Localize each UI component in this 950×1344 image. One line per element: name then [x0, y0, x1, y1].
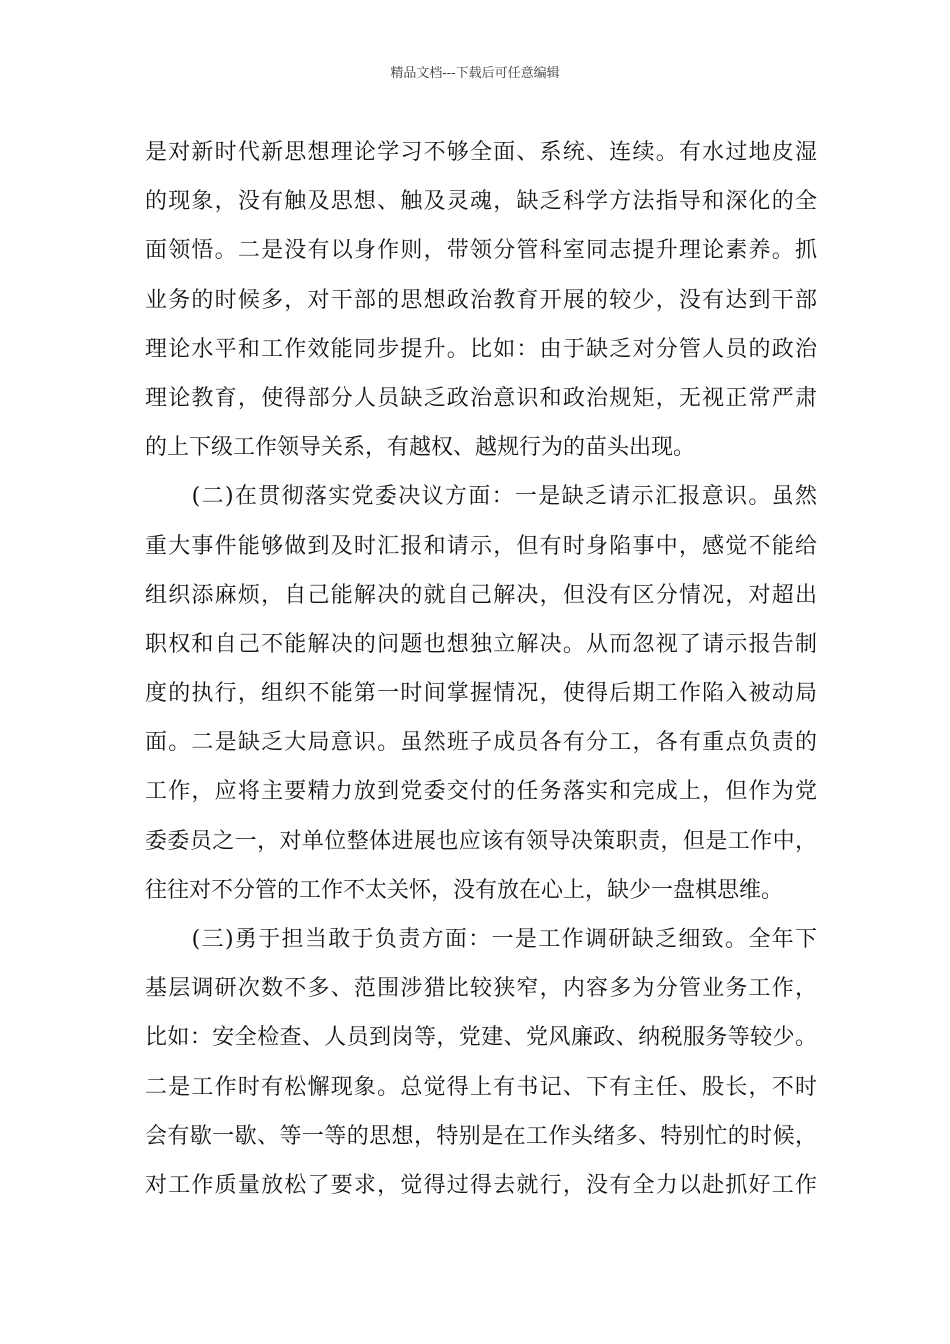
text-line: 职权和自己不能解决的问题也想独立解决。从而忽视了请示报告制 [145, 631, 817, 657]
text-line: 往往对不分管的工作不太关怀，没有放在心上，缺少一盘棋思维。 [145, 877, 784, 903]
text-line: 委委员之一，对单位整体进展也应该有领导决策职责，但是工作中， [145, 828, 817, 854]
text-line: 业务的时候多，对干部的思想政治教育开展的较少，没有达到干部 [145, 287, 817, 313]
text-line: 理论水平和工作效能同步提升。比如：由于缺乏对分管人员的政治 [145, 336, 817, 362]
text-line: 比如：安全检查、人员到岗等，党建、党风廉政、纳税服务等较少。 [145, 1025, 817, 1051]
text-line: 基层调研次数不多、范围涉猎比较狭窄，内容多为分管业务工作， [145, 976, 817, 1002]
text-line: 重大事件能够做到及时汇报和请示，但有时身陷事中，感觉不能给 [145, 533, 817, 559]
text-line: 面。二是缺乏大局意识。虽然班子成员各有分工，各有重点负责的 [145, 730, 817, 756]
text-line: 会有歇一歇、等一等的思想，特别是在工作头绪多、特别忙的时候， [145, 1123, 817, 1149]
text-line: 的现象，没有触及思想、触及灵魂，缺乏科学方法指导和深化的全 [145, 189, 817, 215]
text-line: 的上下级工作领导关系，有越权、越规行为的苗头出现。 [145, 435, 696, 461]
text-line: 理论教育，使得部分人员缺乏政治意识和政治规矩，无视正常严肃 [145, 385, 817, 411]
text-line: (二)在贯彻落实党委决议方面：一是缺乏请示汇报意识。虽然 [145, 484, 817, 510]
text-line: 对工作质量放松了要求，觉得过得去就行，没有全力以赴抓好工作 [145, 1172, 817, 1198]
page-header: 精品文档---下载后可任意编辑 [390, 66, 560, 81]
text-line: 组织添麻烦，自己能解决的就自己解决，但没有区分情况，对超出 [145, 582, 817, 608]
text-line: 度的执行，组织不能第一时间掌握情况，使得后期工作陷入被动局 [145, 681, 817, 707]
text-line: 是对新时代新思想理论学习不够全面、系统、连续。有水过地皮湿 [145, 140, 817, 165]
text-line: (三)勇于担当敢于负责方面：一是工作调研缺乏细致。全年下 [145, 927, 817, 952]
text-line: 面领悟。二是没有以身作则，带领分管科室同志提升理论素养。抓 [145, 238, 817, 264]
document-body [145, 128, 817, 1210]
text-line: 工作，应将主要精力放到党委交付的任务落实和完成上，但作为党 [145, 779, 817, 805]
text-line: 二是工作时有松懈现象。总觉得上有书记、下有主任、股长，不时 [145, 1074, 817, 1100]
